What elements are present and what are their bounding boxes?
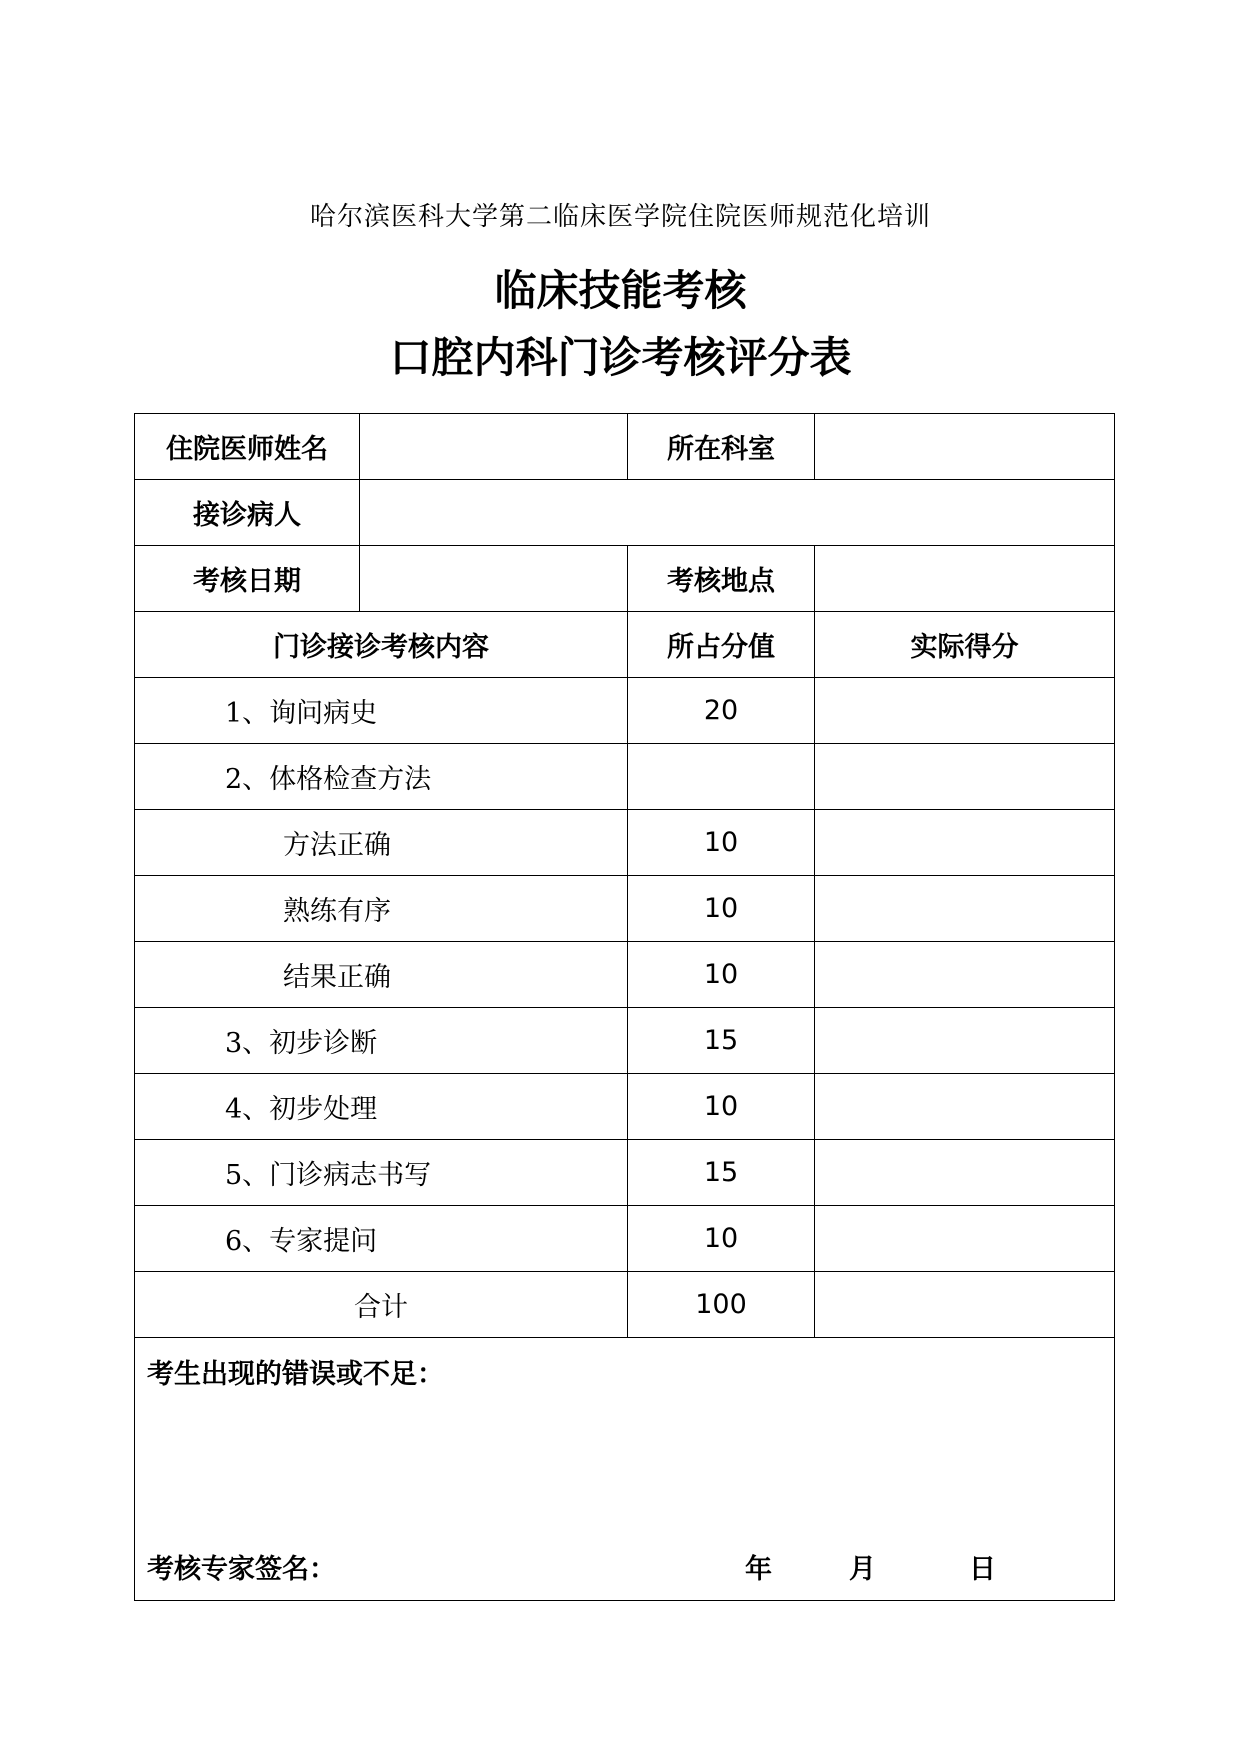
item-points: 10 <box>628 810 815 876</box>
department-field[interactable] <box>815 414 1115 480</box>
table-row <box>135 942 1115 1008</box>
item-label: 方法正确 <box>135 810 628 876</box>
exam-date-field[interactable] <box>360 546 628 612</box>
item-points: 15 <box>628 1008 815 1074</box>
comments-row <box>135 1338 1115 1601</box>
info-row-patient <box>135 480 1115 546</box>
col-header-content: 门诊接诊考核内容 <box>135 612 628 678</box>
item-actual-score[interactable] <box>815 942 1115 1008</box>
total-row <box>135 1272 1115 1338</box>
table-row <box>135 678 1115 744</box>
table-row <box>135 1008 1115 1074</box>
table-row <box>135 1074 1115 1140</box>
item-label: 6、专家提问 <box>135 1206 628 1272</box>
resident-name-label: 住院医师姓名 <box>135 414 360 480</box>
item-actual-score[interactable] <box>815 876 1115 942</box>
item-actual-score[interactable] <box>815 1074 1115 1140</box>
item-label: 2、体格检查方法 <box>135 744 628 810</box>
total-actual-score[interactable] <box>815 1272 1115 1338</box>
resident-name-field[interactable] <box>360 414 628 480</box>
item-actual-score[interactable] <box>815 1008 1115 1074</box>
item-points: 10 <box>628 1206 815 1272</box>
item-points: 10 <box>628 1074 815 1140</box>
item-label: 1、询问病史 <box>135 678 628 744</box>
department-label: 所在科室 <box>628 414 815 480</box>
item-actual-score[interactable] <box>815 1140 1115 1206</box>
exam-date-label: 考核日期 <box>135 546 360 612</box>
table-row <box>135 744 1115 810</box>
item-label: 3、初步诊断 <box>135 1008 628 1074</box>
item-points <box>628 744 815 810</box>
info-row-resident <box>135 414 1115 480</box>
item-actual-score[interactable] <box>815 810 1115 876</box>
errors-label: 考生出现的错误或不足： <box>147 1359 444 1390</box>
item-points: 10 <box>628 876 815 942</box>
item-points: 15 <box>628 1140 815 1206</box>
exam-location-label: 考核地点 <box>628 546 815 612</box>
signature-label: 考核专家签名： <box>147 1554 336 1585</box>
item-actual-score[interactable] <box>815 744 1115 810</box>
patient-field[interactable] <box>360 480 1115 546</box>
year-label: 年 <box>745 1554 772 1585</box>
table-row <box>135 876 1115 942</box>
item-label: 熟练有序 <box>135 876 628 942</box>
evaluation-form-table <box>134 413 1115 1601</box>
day-label: 日 <box>969 1554 996 1585</box>
total-points: 100 <box>628 1272 815 1338</box>
item-actual-score[interactable] <box>815 678 1115 744</box>
item-label: 4、初步处理 <box>135 1074 628 1140</box>
comments-area[interactable] <box>135 1338 1115 1601</box>
total-label: 合计 <box>135 1272 628 1338</box>
table-row <box>135 1140 1115 1206</box>
header-subtitle: 哈尔滨医科大学第二临床医学院住院医师规范化培训 <box>309 202 931 232</box>
col-header-actual: 实际得分 <box>815 612 1115 678</box>
table-row <box>135 810 1115 876</box>
col-header-points: 所占分值 <box>628 612 815 678</box>
month-label: 月 <box>849 1554 876 1585</box>
item-points: 10 <box>628 942 815 1008</box>
item-actual-score[interactable] <box>815 1206 1115 1272</box>
exam-location-field[interactable] <box>815 546 1115 612</box>
item-label: 结果正确 <box>135 942 628 1008</box>
table-row <box>135 1206 1115 1272</box>
item-label: 5、门诊病志书写 <box>135 1140 628 1206</box>
page-title: 临床技能考核 <box>494 266 747 315</box>
score-header-row <box>135 612 1115 678</box>
info-row-date <box>135 546 1115 612</box>
item-points: 20 <box>628 678 815 744</box>
patient-label: 接诊病人 <box>135 480 360 546</box>
page-subtitle: 口腔内科门诊考核评分表 <box>389 333 852 382</box>
